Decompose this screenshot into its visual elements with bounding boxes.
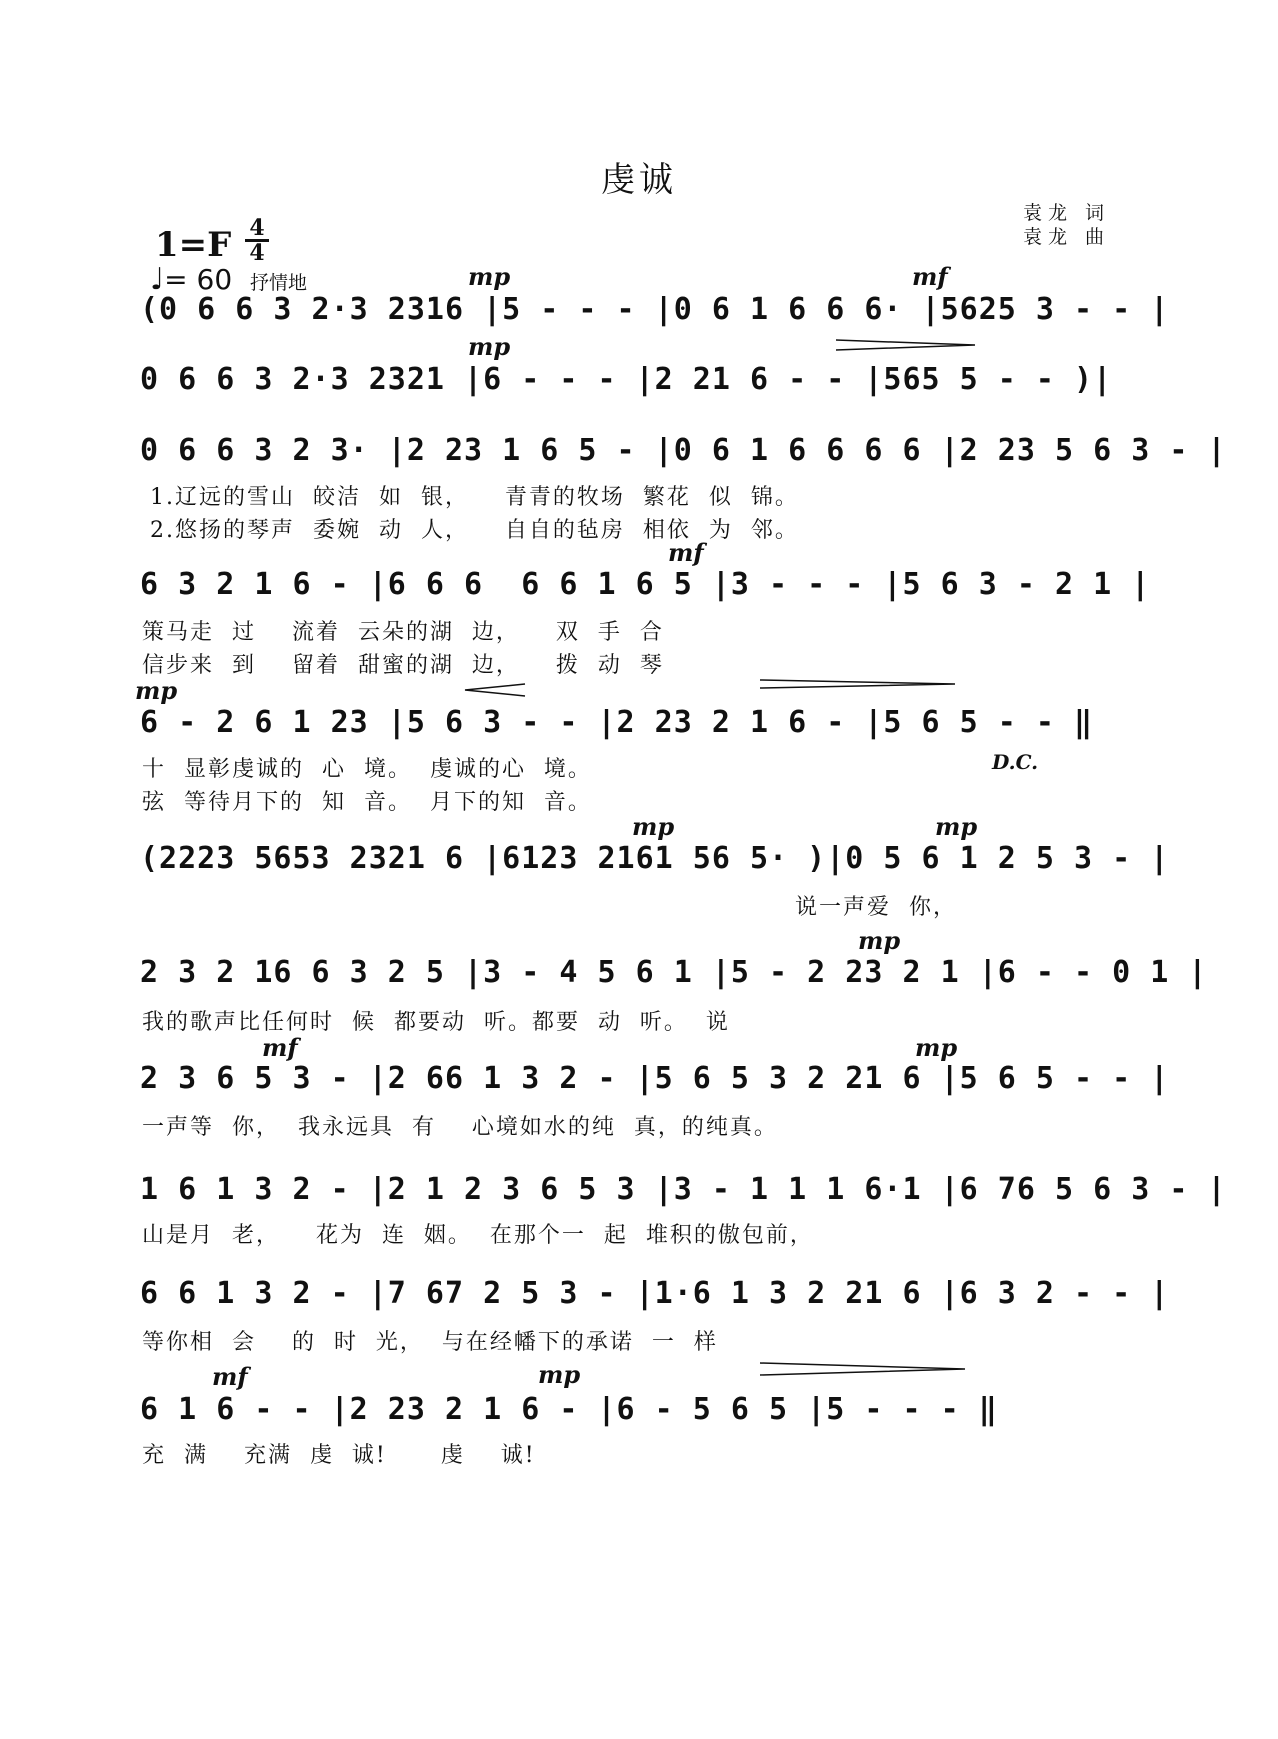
music-system-3: 0 6 6 3 2 3· |2 23 1 6 5 - |0 6 1 6 6 6 6 |2 23 5 6 3 - |: [140, 433, 1227, 468]
music-system-6: (2223 5653 2321 6 |6123 2161 56 5· )|0 5 6 1 2 5 3 - |: [140, 841, 1170, 876]
dynamic-marking: mf: [668, 538, 704, 567]
lyric-verse-1: 1.辽远的雪山 皎洁 如 银， 青青的牧场 繁花 似 锦。: [150, 485, 799, 510]
lyric-verse-1: 十 显彰虔诚的 心 境。 虔诚的心 境。: [142, 757, 592, 782]
composer-credit: 袁龙 曲: [1022, 226, 1110, 248]
decrescendo-hairpin: [760, 680, 955, 688]
dynamic-marking: mp: [935, 812, 978, 841]
dynamic-marking: mp: [858, 926, 901, 955]
quarter-note-icon: ♩: [150, 262, 165, 297]
lyric-verse-2: 2.悠扬的琴声 委婉 动 人， 自自的毡房 相依 为 邻。: [150, 518, 799, 543]
lyric-line: 充 满 充满 虔 诚! 虔 诚!: [142, 1443, 536, 1468]
dynamic-marking: mp: [632, 812, 675, 841]
lyric-line: 说一声爱 你，: [795, 895, 957, 920]
music-system-5: 6 - 2 6 1 23 |5 6 3 - - |2 23 2 1 6 - |5 6 5 - - ‖: [140, 705, 1094, 740]
dynamic-marking: mp: [135, 676, 178, 705]
music-system-4: 6 3 2 1 6 - |6 6 6 6 6 1 6 5 |3 - - - |5 6 3 - 2 1 |: [140, 567, 1151, 602]
lyric-line: 一声等 你， 我永远具 有 心境如水的纯 真，的纯真。: [142, 1115, 778, 1140]
tempo-value: = 60: [164, 263, 233, 296]
decrescendo-hairpin: [836, 340, 975, 350]
dynamic-marking: mp: [915, 1033, 958, 1062]
da-capo-marking: D.C.: [992, 750, 1039, 774]
music-system-8: 2 3 6 5 3 - |2 66 1 3 2 - |5 6 5 3 2 21 6 |5 6 5 - - |: [140, 1061, 1170, 1096]
dynamic-marking: mp: [468, 332, 511, 361]
lyric-line: 我的歌声比任何时 候 都要动 听。都要 动 听。 说: [142, 1010, 730, 1035]
music-system-10: 6 6 1 3 2 - |7 67 2 5 3 - |1·6 1 3 2 21 6 |6 3 2 - - |: [140, 1276, 1170, 1311]
watermark-footer: [928, 1705, 1248, 1719]
dynamic-marking: mp: [468, 262, 511, 291]
music-system-9: 1 6 1 3 2 - |2 1 2 3 6 5 3 |3 - 1 1 1 6·1 |6 76 5 6 3 - |: [140, 1172, 1227, 1207]
lyricist-credit: 袁龙 词: [1022, 202, 1110, 224]
expression-marking: 抒情地: [250, 272, 308, 294]
music-system-7: 2 3 2 16 6 3 2 5 |3 - 4 5 6 1 |5 - 2 23 2 1 |6 - - 0 1 |: [140, 955, 1208, 990]
lyric-line: 山是月 老， 花为 连 姻。 在那个一 起 堆积的傲包前，: [142, 1223, 814, 1248]
music-system-11: 6 1 6 - - |2 23 2 1 6 - |6 - 5 6 5 |5 - - - ‖: [140, 1392, 998, 1427]
music-system-2: 0 6 6 3 2·3 2321 |6 - - - |2 21 6 - - |565 5 - - )|: [140, 362, 1113, 397]
time-denominator: 4: [249, 240, 265, 266]
dynamic-marking: mf: [912, 262, 948, 291]
dynamic-marking: mf: [212, 1362, 248, 1391]
lyric-verse-2: 弦 等待月下的 知 音。 月下的知 音。: [142, 790, 592, 815]
time-numerator: 4: [249, 215, 265, 241]
lyric-verse-2: 信步来 到 留着 甜蜜的湖 边， 拨 动 琴: [142, 653, 664, 678]
lyric-verse-1: 策马走 过 流着 云朵的湖 边， 双 手 合: [142, 620, 664, 645]
crescendo-hairpin: [465, 684, 525, 696]
music-system-1: (0 6 6 3 2·3 2316 |5 - - - |0 6 1 6 6 6· |5625 3 - - |: [140, 292, 1170, 327]
dynamic-marking: mp: [538, 1360, 581, 1389]
key-signature: 1=F: [155, 225, 232, 265]
dynamic-marking: mf: [262, 1033, 298, 1062]
decrescendo-hairpin: [760, 1363, 965, 1375]
lyric-line: 等你相 会 的 时 光， 与在经幡下的承诺 一 样: [142, 1330, 718, 1355]
song-title: 虔诚: [601, 160, 677, 200]
